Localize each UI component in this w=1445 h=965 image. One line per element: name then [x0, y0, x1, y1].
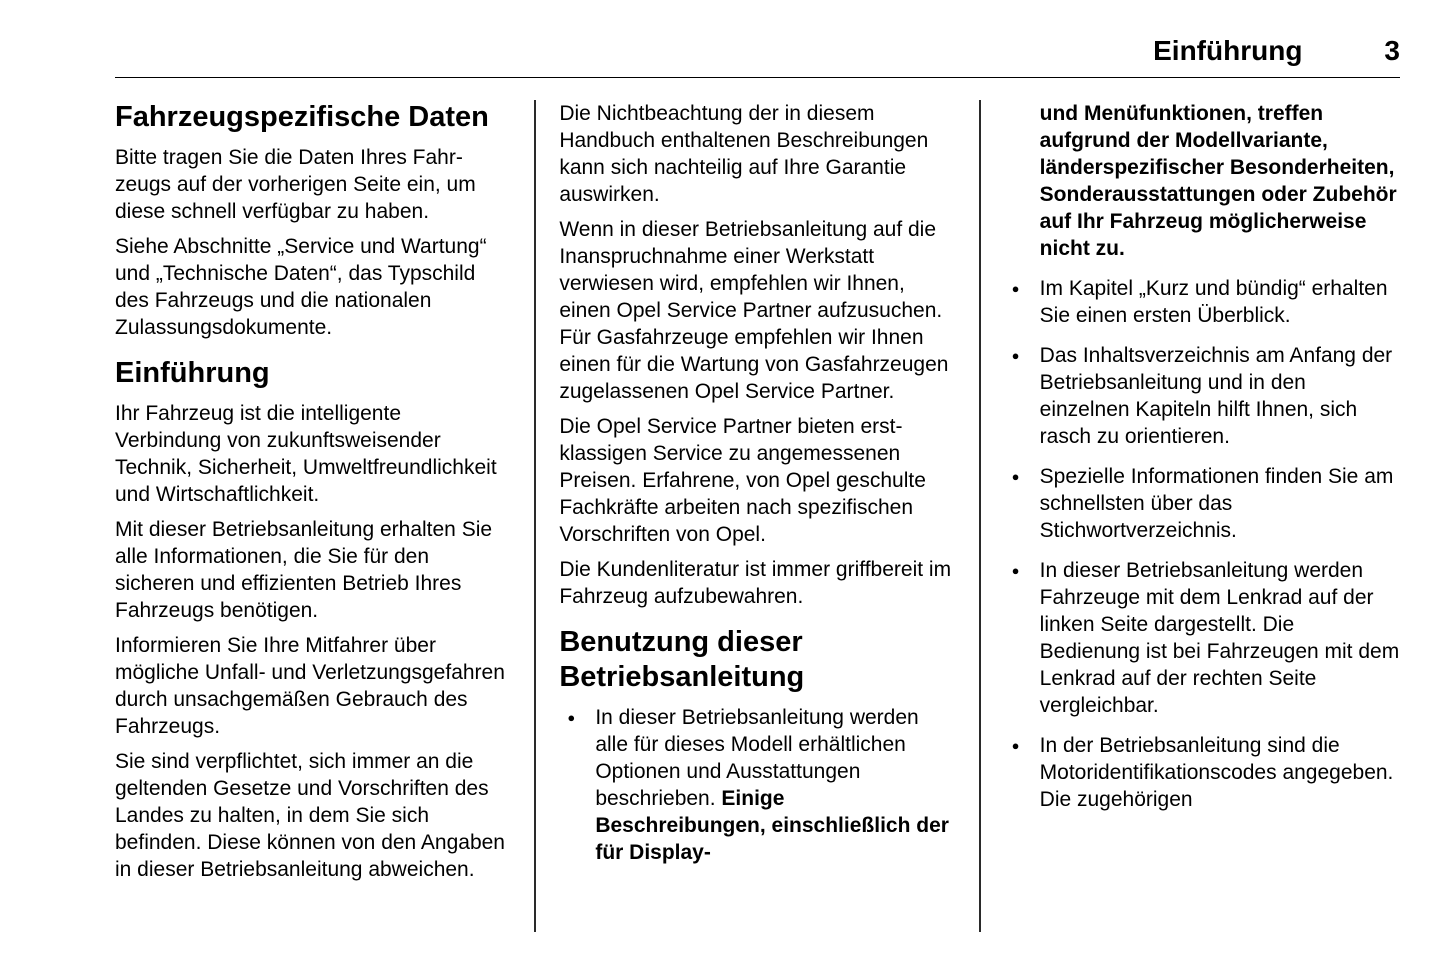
paragraph: Mit dieser Betriebsanleitung erhalten Sie alle Informationen, die Sie für den sicheren und effizienten Betrieb Ihres Fahrzeugs benötigen.	[115, 518, 493, 622]
column-divider	[534, 100, 536, 932]
bullet-text: Spezielle Informationen finden Sie am schnellsten über das Stichwortverzeichnis.	[1039, 465, 1394, 542]
column-left	[115, 100, 511, 932]
text-columns	[115, 100, 1400, 932]
paragraph: Wenn in dieser Betriebsanleitung auf die Inanspruchnahme einer Werkstatt verwiesen wird, empfehlen wir Ihnen, einen Opel Service Partner aufzusuchen. Für Gasfahrzeuge empfehlen wir Ihnen einen für die Wartung von Gasfahrzeugen zugelassenen Opel Service Partner.	[559, 218, 949, 403]
page-header-title: Einführung	[1153, 35, 1303, 66]
section-heading-benutzung: Benutzung dieser Betriebsanleitung	[559, 626, 805, 693]
list-item	[559, 704, 955, 866]
column-right	[1004, 100, 1400, 932]
bullet-icon: ●	[1011, 738, 1020, 753]
page-header	[115, 34, 1400, 78]
paragraph: Die Nichtbeachtung der in diesem Handbuch enthaltenen Beschreibungen kann sich nachteilig auf Ihre Garantie auswirken.	[559, 102, 929, 206]
bullet-text: In dieser Betriebsanleitung werden Fahrzeuge mit dem Lenkrad auf der linken Seite dargestellt. Die Bedienung ist bei Fahrzeugen mit dem Lenkrad auf der rechten Seite vergleichbar.	[1039, 559, 1400, 717]
column-middle	[559, 100, 955, 932]
list-item	[1004, 732, 1400, 813]
paragraph: Bitte tragen Sie die Daten Ihres Fahrzeugs auf der vorherigen Seite ein, um diese schnell verfügbar zu haben.	[115, 146, 476, 223]
bullet-text: In der Betriebsanleitung sind die Motoridentifikationscodes angegeben. Die zugehörigen	[1039, 734, 1394, 811]
bullet-icon: ●	[567, 710, 576, 725]
list-item	[1004, 463, 1400, 544]
bullet-text-bold-segment: Einige Beschreibungen, einschließlich der für Display-	[595, 787, 949, 864]
bullet-icon: ●	[1011, 563, 1020, 578]
bullet-text: Im Kapitel „Kurz und bündig“ erhalten Sie einen ersten Überblick.	[1039, 277, 1388, 327]
list-item	[1004, 275, 1400, 329]
paragraph: Ihr Fahrzeug ist die intelligente Verbindung von zukunftsweisender Technik, Sicherheit, Umweltfreundlichkeit und Wirtschaftlichkeit.	[115, 402, 497, 506]
column-divider	[979, 100, 981, 932]
list-item	[1004, 342, 1400, 450]
section-heading-einfuehrung: Einführung	[115, 357, 270, 389]
paragraph: Die Kundenliteratur ist immer griffbereit im Fahrzeug aufzubewahren.	[559, 558, 952, 608]
bullet-icon: ●	[1011, 348, 1020, 363]
page-number: 3	[1384, 35, 1400, 66]
paragraph: Informieren Sie Ihre Mitfahrer über mögliche Unfall- und Verletzungsgefahren durch unsachgemäßen Gebrauch des Fahrzeugs.	[115, 634, 505, 738]
bullet-text-regular: In dieser Betriebsanleitung werden alle für dieses Modell erhältlichen Optionen und Ausstattungen beschrieben.	[595, 706, 919, 810]
paragraph: Siehe Abschnitte „Service und Wartung“ und „Technische Daten“, das Typschild des Fahrzeugs und die nationalen Zulassungsdokumente.	[115, 235, 487, 339]
paragraph: Die Opel Service Partner bieten erstklassigen Service zu angemessenen Preisen. Erfahrene, von Opel geschulte Fachkräfte arbeiten nach spezifischen Vorschriften von Opel.	[559, 415, 926, 546]
list-item	[1004, 557, 1400, 719]
bullet-continuation-bold: und Menüfunktionen, treffen aufgrund der Modellvariante, länderspezifischer Besonderheiten, Sonderausstattungen oder Zubehör auf Ihr Fahrzeug möglicherweise nicht zu.	[1039, 102, 1397, 260]
paragraph: Sie sind verpflichtet, sich immer an die geltenden Gesetze und Vorschriften des Landes zu halten, in dem Sie sich befinden. Diese können von den Angaben in dieser Betriebsanleitung abweichen.	[115, 750, 505, 881]
section-heading-fahrzeugspezifische-daten: Fahrzeugspezifische Daten	[115, 101, 489, 133]
bullet-icon: ●	[1011, 281, 1020, 296]
bullet-text: Das Inhaltsverzeichnis am Anfang der Betriebsanleitung und in den einzelnen Kapiteln hilft Ihnen, sich rasch zu orientieren.	[1039, 344, 1393, 448]
bullet-text	[595, 704, 955, 866]
bullet-icon: ●	[1011, 469, 1020, 484]
